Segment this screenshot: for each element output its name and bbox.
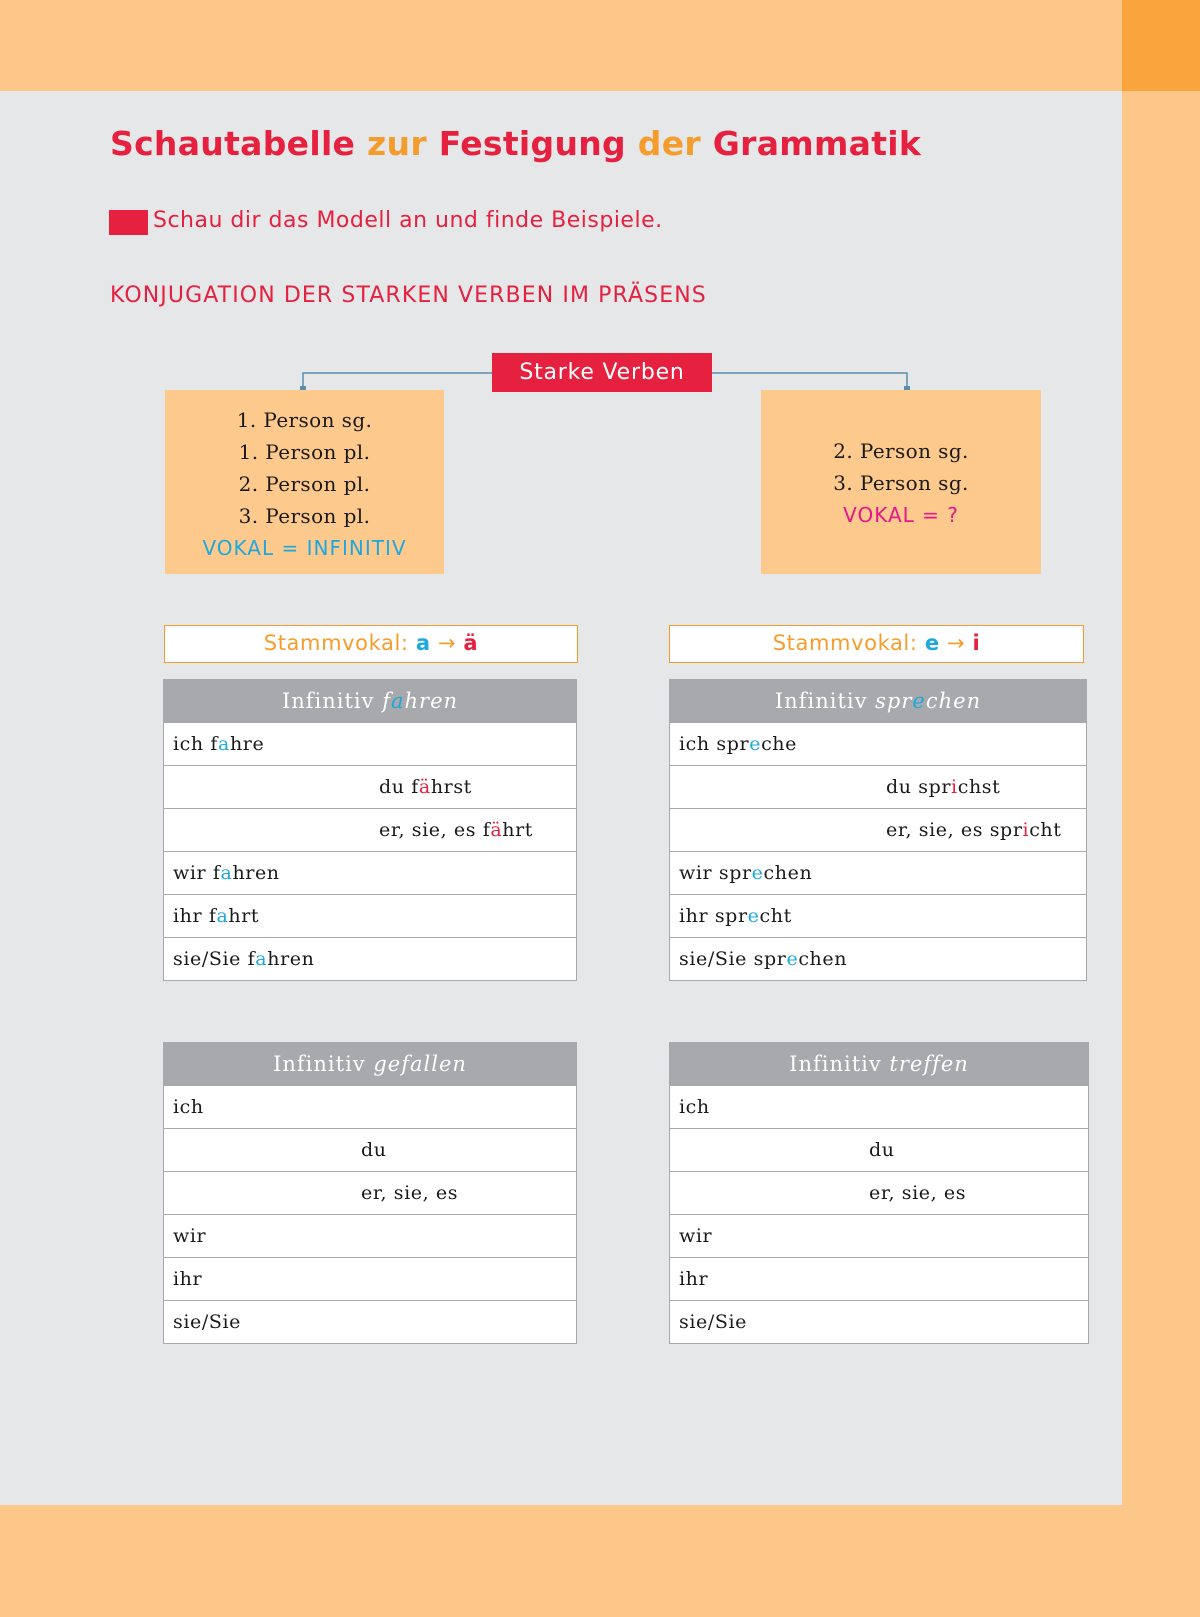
- header-verb: gefallen: [373, 1052, 467, 1076]
- table-header: [670, 1043, 1088, 1085]
- branch-left-item: 1. Person pl.: [238, 440, 371, 464]
- stammvokal-label: Stammvokal:: [263, 631, 409, 655]
- title-word-2: zur: [367, 124, 427, 163]
- title-word-1: Schautabelle: [110, 124, 356, 163]
- table-row: wir sprechen: [670, 851, 1086, 894]
- table-row: er, sie, es fährt: [164, 808, 576, 851]
- table-row: ihr fahrt: [164, 894, 576, 937]
- header-label: Infinitiv: [789, 1052, 882, 1076]
- branch-left-rule: VOKAL = INFINITIV: [202, 536, 407, 560]
- vowel-to: i: [972, 631, 981, 655]
- table-row[interactable]: sie/Sie: [164, 1300, 576, 1343]
- stammvokal-box-a: [164, 625, 578, 663]
- branch-left-item: 2. Person pl.: [238, 472, 371, 496]
- table-row[interactable]: er, sie, es: [670, 1171, 1088, 1214]
- conjugation-table-sprechen: [669, 679, 1087, 981]
- branch-left-item: 3. Person pl.: [238, 504, 371, 528]
- stammvokal-label: Stammvokal:: [772, 631, 918, 655]
- stammvokal-box-e: [669, 625, 1084, 663]
- table-row: ich spreche: [670, 722, 1086, 765]
- conjugation-table-gefallen: [163, 1042, 577, 1344]
- table-row[interactable]: du: [670, 1128, 1088, 1171]
- table-row[interactable]: ich: [164, 1085, 576, 1128]
- title-word-3: Festigung: [438, 124, 626, 163]
- arrow-right-icon: →: [437, 631, 457, 655]
- table-row: du fährst: [164, 765, 576, 808]
- branch-right-rule: VOKAL = ?: [843, 503, 959, 527]
- table-row[interactable]: sie/Sie: [670, 1300, 1088, 1343]
- diagram-root-strong-verbs: Starke Verben: [492, 353, 712, 392]
- conjugation-table-fahren: [163, 679, 577, 981]
- vowel-from: e: [924, 631, 940, 655]
- header-label: Infinitiv: [774, 689, 868, 713]
- bottom-frame-band: [0, 1505, 1122, 1617]
- table-row: du sprichst: [670, 765, 1086, 808]
- table-header: [670, 680, 1086, 722]
- table-header: [164, 680, 576, 722]
- header-label: Infinitiv: [273, 1052, 366, 1076]
- instruction-text: Schau dir das Modell an und finde Beispiele.: [153, 208, 663, 233]
- arrow-right-icon: →: [946, 631, 966, 655]
- diagram-branch-right: [761, 390, 1041, 574]
- header-verb: sprechen: [875, 689, 982, 713]
- table-row: ihr sprecht: [670, 894, 1086, 937]
- table-row: ich fahre: [164, 722, 576, 765]
- vowel-to: ä: [463, 631, 479, 655]
- table-row: er, sie, es spricht: [670, 808, 1086, 851]
- table-row: sie/Sie sprechen: [670, 937, 1086, 980]
- branch-right-item: 2. Person sg.: [833, 439, 969, 463]
- conjugation-table-treffen: [669, 1042, 1089, 1344]
- table-row[interactable]: er, sie, es: [164, 1171, 576, 1214]
- header-verb: treffen: [889, 1052, 969, 1076]
- title-word-5: Grammatik: [712, 124, 922, 163]
- table-row[interactable]: wir: [670, 1214, 1088, 1257]
- branch-left-item: 1. Person sg.: [236, 408, 373, 432]
- title-word-4: der: [637, 124, 701, 163]
- vowel-from: a: [415, 631, 431, 655]
- header-verb: fahren: [382, 689, 459, 713]
- table-header: [164, 1043, 576, 1085]
- table-row: sie/Sie fahren: [164, 937, 576, 980]
- table-row[interactable]: ihr: [670, 1257, 1088, 1300]
- header-label: Infinitiv: [281, 689, 375, 713]
- table-row: wir fahren: [164, 851, 576, 894]
- section-heading: KONJUGATION DER STARKEN VERBEN IM PRÄSENS: [110, 283, 707, 308]
- table-row[interactable]: ich: [670, 1085, 1088, 1128]
- table-row[interactable]: du: [164, 1128, 576, 1171]
- branch-right-item: 3. Person sg.: [833, 471, 969, 495]
- diagram-branch-left: [165, 390, 444, 574]
- table-row[interactable]: wir: [164, 1214, 576, 1257]
- table-row[interactable]: ihr: [164, 1257, 576, 1300]
